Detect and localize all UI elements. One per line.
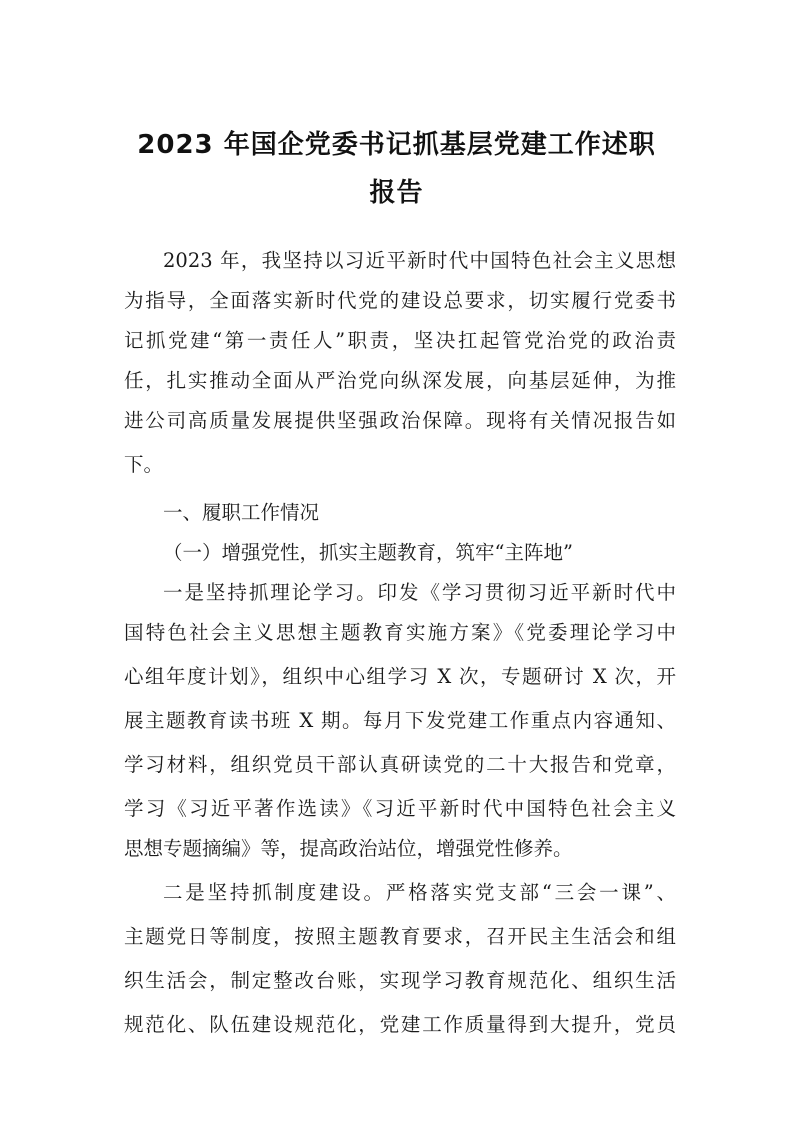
document-title-line-2: 报告 xyxy=(369,178,424,208)
body-line: 为指导，全面落实新时代党的建设总要求，切实履行党委书 xyxy=(124,289,676,312)
body-line: 记抓党建“第一责任人”职责，坚决扛起管党治党的政治责 xyxy=(124,329,676,352)
body-line: 思想专题摘编》等，提高政治站位，增强党性修养。 xyxy=(124,837,573,860)
body-line: 规范化、队伍建设规范化，党建工作质量得到大提升，党员 xyxy=(124,1013,676,1036)
subsection-heading: （一）增强党性，抓实主题教育，筑牢“主阵地” xyxy=(163,541,573,564)
body-line: 进公司高质量发展提供坚强政治保障。现将有关情况报告如 xyxy=(124,409,676,432)
body-line: 一是坚持抓理论学习。印发《学习贯彻习近平新时代中 xyxy=(163,581,676,604)
body-line: 二是坚持抓制度建设。严格落实党支部“三会一课”、 xyxy=(163,881,676,904)
body-line: 2023 年，我坚持以习近平新时代中国特色社会主义思想 xyxy=(163,249,676,272)
body-line: 下。 xyxy=(124,453,164,476)
body-line: 心组年度计划》，组织中心组学习 X 次，专题研讨 X 次，开 xyxy=(124,665,676,688)
body-line: 任，扎实推动全面从严治党向纵深发展，向基层延伸，为推 xyxy=(124,369,676,392)
body-line: 主题党日等制度，按照主题教育要求，召开民主生活会和组 xyxy=(124,925,676,948)
body-line: 学习《习近平著作选读》《习近平新时代中国特色社会主义 xyxy=(124,797,676,820)
body-line: 织生活会，制定整改台账，实现学习教育规范化、组织生活 xyxy=(124,969,676,992)
section-heading: 一、履职工作情况 xyxy=(163,501,320,524)
body-line: 学习材料，组织党员干部认真研读党的二十大报告和党章， xyxy=(124,753,676,776)
body-line: 国特色社会主义思想主题教育实施方案》《党委理论学习中 xyxy=(124,621,676,644)
document-title-line-1: 2023 年国企党委书记抓基层党建工作述职 xyxy=(137,130,656,160)
body-line: 展主题教育读书班 X 期。每月下发党建工作重点内容通知、 xyxy=(124,709,676,732)
